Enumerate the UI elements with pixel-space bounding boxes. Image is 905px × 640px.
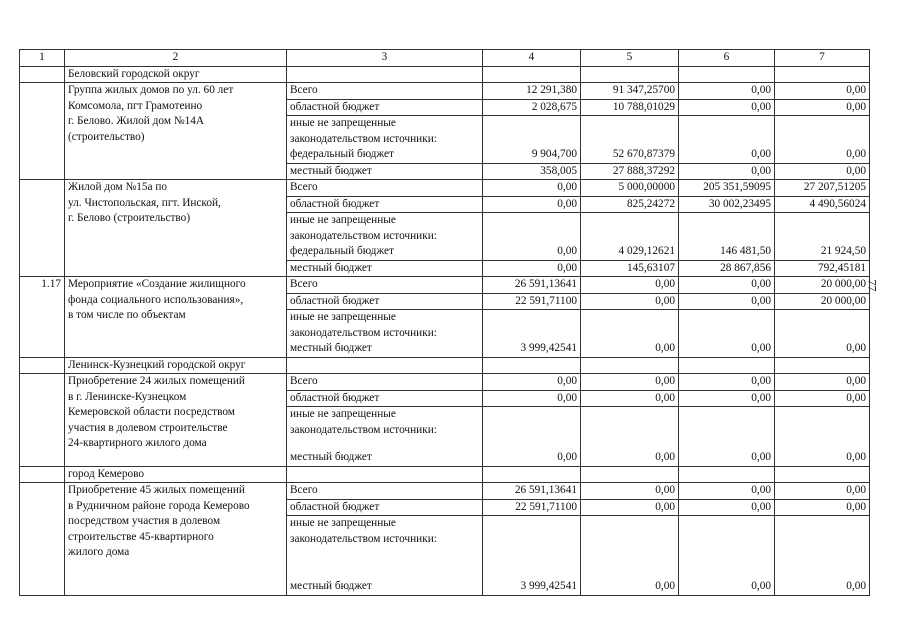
value-cell: 20 000,00: [775, 277, 870, 294]
header-cell: 1: [20, 50, 65, 67]
source-label: иные не запрещенные законодательством источники:: [287, 310, 483, 342]
value-cell: 0,00: [581, 341, 679, 357]
item-description: [65, 374, 287, 467]
value-cell: [775, 213, 870, 245]
empty-cell: [287, 357, 483, 374]
empty-cell: [775, 357, 870, 374]
source-label: областной бюджет: [287, 99, 483, 116]
description-line: г. Белово (строительство): [68, 212, 191, 224]
empty-cell: [287, 66, 483, 83]
value-cell: 0,00: [581, 374, 679, 391]
empty-cell: [775, 466, 870, 483]
section-row: [20, 66, 870, 83]
value-cell: [581, 516, 679, 548]
empty-cell: [581, 357, 679, 374]
value-cell: 146 481,50: [679, 244, 775, 260]
section-title: Ленинск-Кузнецкий городской округ: [65, 357, 287, 374]
value-cell: 0,00: [483, 244, 581, 260]
value-cell: [483, 407, 581, 439]
item-number: [20, 83, 65, 180]
value-cell: 0,00: [679, 293, 775, 310]
source-label: иные не запрещенные законодательством источники:: [287, 407, 483, 439]
source-label: областной бюджет: [287, 499, 483, 516]
table-row: [20, 83, 870, 100]
value-cell: 0,00: [581, 547, 679, 595]
value-cell: 0,00: [679, 438, 775, 466]
value-cell: 27 888,37292: [581, 163, 679, 180]
source-label: иные не запрещенные законодательством источники:: [287, 516, 483, 548]
source-label: Всего: [287, 374, 483, 391]
value-cell: 0,00: [581, 390, 679, 407]
description-line: жилого дома: [68, 546, 130, 558]
value-cell: 0,00: [483, 374, 581, 391]
value-cell: 0,00: [775, 83, 870, 100]
value-cell: 0,00: [581, 499, 679, 516]
header-cell: 6: [679, 50, 775, 67]
description-line: в г. Ленинске-Кузнецком: [68, 390, 187, 403]
value-cell: [581, 310, 679, 342]
value-cell: 0,00: [483, 390, 581, 407]
value-cell: 0,00: [775, 483, 870, 500]
source-label: местный бюджет: [287, 260, 483, 277]
value-cell: [483, 516, 581, 548]
description-line: посредством участия в долевом: [68, 515, 221, 527]
value-cell: 10 788,01029: [581, 99, 679, 116]
source-label: областной бюджет: [287, 196, 483, 213]
empty-cell: [483, 466, 581, 483]
empty-cell: [679, 357, 775, 374]
value-cell: 0,00: [775, 163, 870, 180]
header-cell: 3: [287, 50, 483, 67]
description-line: г. Белово. Жилой дом №14А: [68, 115, 205, 127]
value-cell: 20 000,00: [775, 293, 870, 310]
value-cell: 22 591,71100: [483, 499, 581, 516]
value-cell: 52 670,87379: [581, 147, 679, 163]
value-cell: 0,00: [679, 163, 775, 180]
value-cell: 26 591,13641: [483, 277, 581, 294]
description-line: Приобретение 45 жилых помещений: [68, 484, 245, 496]
source-label: местный бюджет: [287, 341, 483, 357]
source-label: федеральный бюджет: [287, 244, 483, 260]
value-cell: [775, 116, 870, 148]
value-cell: 825,24272: [581, 196, 679, 213]
source-label: областной бюджет: [287, 293, 483, 310]
source-label: местный бюджет: [287, 163, 483, 180]
value-cell: 0,00: [679, 83, 775, 100]
value-cell: 0,00: [679, 547, 775, 595]
value-cell: [483, 116, 581, 148]
description-line: строительстве 45-квартирного: [68, 530, 214, 543]
description-line: 24-квартирного жилого дома: [68, 437, 207, 449]
value-cell: 0,00: [775, 99, 870, 116]
value-cell: 0,00: [581, 293, 679, 310]
section-row: [20, 357, 870, 374]
value-cell: 9 904,700: [483, 147, 581, 163]
value-cell: 0,00: [775, 341, 870, 357]
source-label: иные не запрещенные законодательством источники:: [287, 116, 483, 148]
source-label: Всего: [287, 180, 483, 197]
value-cell: 21 924,50: [775, 244, 870, 260]
item-description: [65, 277, 287, 358]
value-cell: [581, 116, 679, 148]
source-label: местный бюджет: [287, 438, 483, 466]
value-cell: 0,00: [775, 390, 870, 407]
source-label: иные не запрещенные законодательством источники:: [287, 213, 483, 245]
value-cell: 0,00: [679, 499, 775, 516]
empty-cell: [581, 66, 679, 83]
value-cell: 0,00: [775, 547, 870, 595]
source-label: федеральный бюджет: [287, 147, 483, 163]
value-cell: [483, 310, 581, 342]
value-cell: 28 867,856: [679, 260, 775, 277]
description-line: Приобретение 24 жилых помещений: [68, 375, 245, 387]
empty-cell: [679, 466, 775, 483]
value-cell: 358,005: [483, 163, 581, 180]
source-label: Всего: [287, 483, 483, 500]
table-row: [20, 374, 870, 391]
item-description: [65, 83, 287, 180]
value-cell: 205 351,59095: [679, 180, 775, 197]
value-cell: 0,00: [679, 341, 775, 357]
value-cell: [581, 407, 679, 439]
value-cell: [775, 407, 870, 439]
value-cell: [483, 213, 581, 245]
value-cell: [679, 116, 775, 148]
value-cell: 0,00: [775, 374, 870, 391]
empty-cell: [679, 66, 775, 83]
value-cell: 2 028,675: [483, 99, 581, 116]
value-cell: [775, 516, 870, 548]
header-cell: 5: [581, 50, 679, 67]
financing-table: [19, 49, 870, 596]
value-cell: 0,00: [679, 374, 775, 391]
item-number: [20, 374, 65, 467]
header-cell: 2: [65, 50, 287, 67]
empty-cell: [287, 466, 483, 483]
description-line: Мероприятие «Создание жилищного: [68, 278, 246, 290]
header-row: [20, 50, 870, 67]
description-line: фонда социального использования»,: [68, 293, 244, 306]
value-cell: 0,00: [775, 499, 870, 516]
item-number: [20, 180, 65, 277]
value-cell: [775, 310, 870, 342]
section-row: [20, 466, 870, 483]
description-line: Комсомола, пгт Грамотеино: [68, 99, 203, 112]
description-line: Группа жилых домов по ул. 60 лет: [68, 84, 234, 96]
value-cell: 12 291,380: [483, 83, 581, 100]
item-number: [20, 483, 65, 596]
value-cell: 91 347,25700: [581, 83, 679, 100]
value-cell: 145,63107: [581, 260, 679, 277]
value-cell: [679, 213, 775, 245]
value-cell: 0,00: [679, 483, 775, 500]
value-cell: 30 002,23495: [679, 196, 775, 213]
source-label: местный бюджет: [287, 547, 483, 595]
table-row: [20, 277, 870, 294]
value-cell: [679, 516, 775, 548]
number-cell: [20, 66, 65, 83]
value-cell: 5 000,00000: [581, 180, 679, 197]
number-cell: [20, 357, 65, 374]
table-row: [20, 180, 870, 197]
source-label: областной бюджет: [287, 390, 483, 407]
value-cell: 3 999,42541: [483, 547, 581, 595]
value-cell: 0,00: [775, 438, 870, 466]
header-cell: 4: [483, 50, 581, 67]
value-cell: 0,00: [483, 180, 581, 197]
section-title: город Кемерово: [65, 466, 287, 483]
source-label: Всего: [287, 277, 483, 294]
description-line: участия в долевом строительстве: [68, 421, 228, 434]
value-cell: 0,00: [483, 196, 581, 213]
value-cell: 0,00: [775, 147, 870, 163]
item-description: [65, 483, 287, 596]
empty-cell: [775, 66, 870, 83]
empty-cell: [581, 466, 679, 483]
value-cell: 27 207,51205: [775, 180, 870, 197]
value-cell: 0,00: [679, 99, 775, 116]
page-number: 77: [865, 279, 880, 292]
value-cell: 26 591,13641: [483, 483, 581, 500]
source-label: Всего: [287, 83, 483, 100]
value-cell: 0,00: [581, 438, 679, 466]
value-cell: 4 490,56024: [775, 196, 870, 213]
value-cell: 0,00: [483, 438, 581, 466]
value-cell: 22 591,71100: [483, 293, 581, 310]
description-line: в том числе по объектам: [68, 309, 186, 321]
description-line: (строительство): [68, 130, 145, 143]
section-title: Беловский городской округ: [65, 66, 287, 83]
empty-cell: [483, 357, 581, 374]
value-cell: 0,00: [679, 390, 775, 407]
description-line: Жилой дом №15а по: [68, 181, 168, 193]
value-cell: [581, 213, 679, 245]
value-cell: 3 999,42541: [483, 341, 581, 357]
value-cell: 792,45181: [775, 260, 870, 277]
description-line: в Рудничном районе города Кемерово: [68, 499, 250, 512]
table-row: [20, 483, 870, 500]
value-cell: 0,00: [679, 147, 775, 163]
item-number: 1.17: [20, 277, 65, 358]
item-description: [65, 180, 287, 277]
value-cell: 0,00: [581, 483, 679, 500]
header-cell: 7: [775, 50, 870, 67]
value-cell: [679, 310, 775, 342]
value-cell: 0,00: [581, 277, 679, 294]
value-cell: 4 029,12621: [581, 244, 679, 260]
description-line: Кемеровской области посредством: [68, 406, 235, 418]
number-cell: [20, 466, 65, 483]
empty-cell: [483, 66, 581, 83]
description-line: ул. Чистопольская, пгт. Инской,: [68, 196, 221, 209]
value-cell: [679, 407, 775, 439]
value-cell: 0,00: [483, 260, 581, 277]
value-cell: 0,00: [679, 277, 775, 294]
